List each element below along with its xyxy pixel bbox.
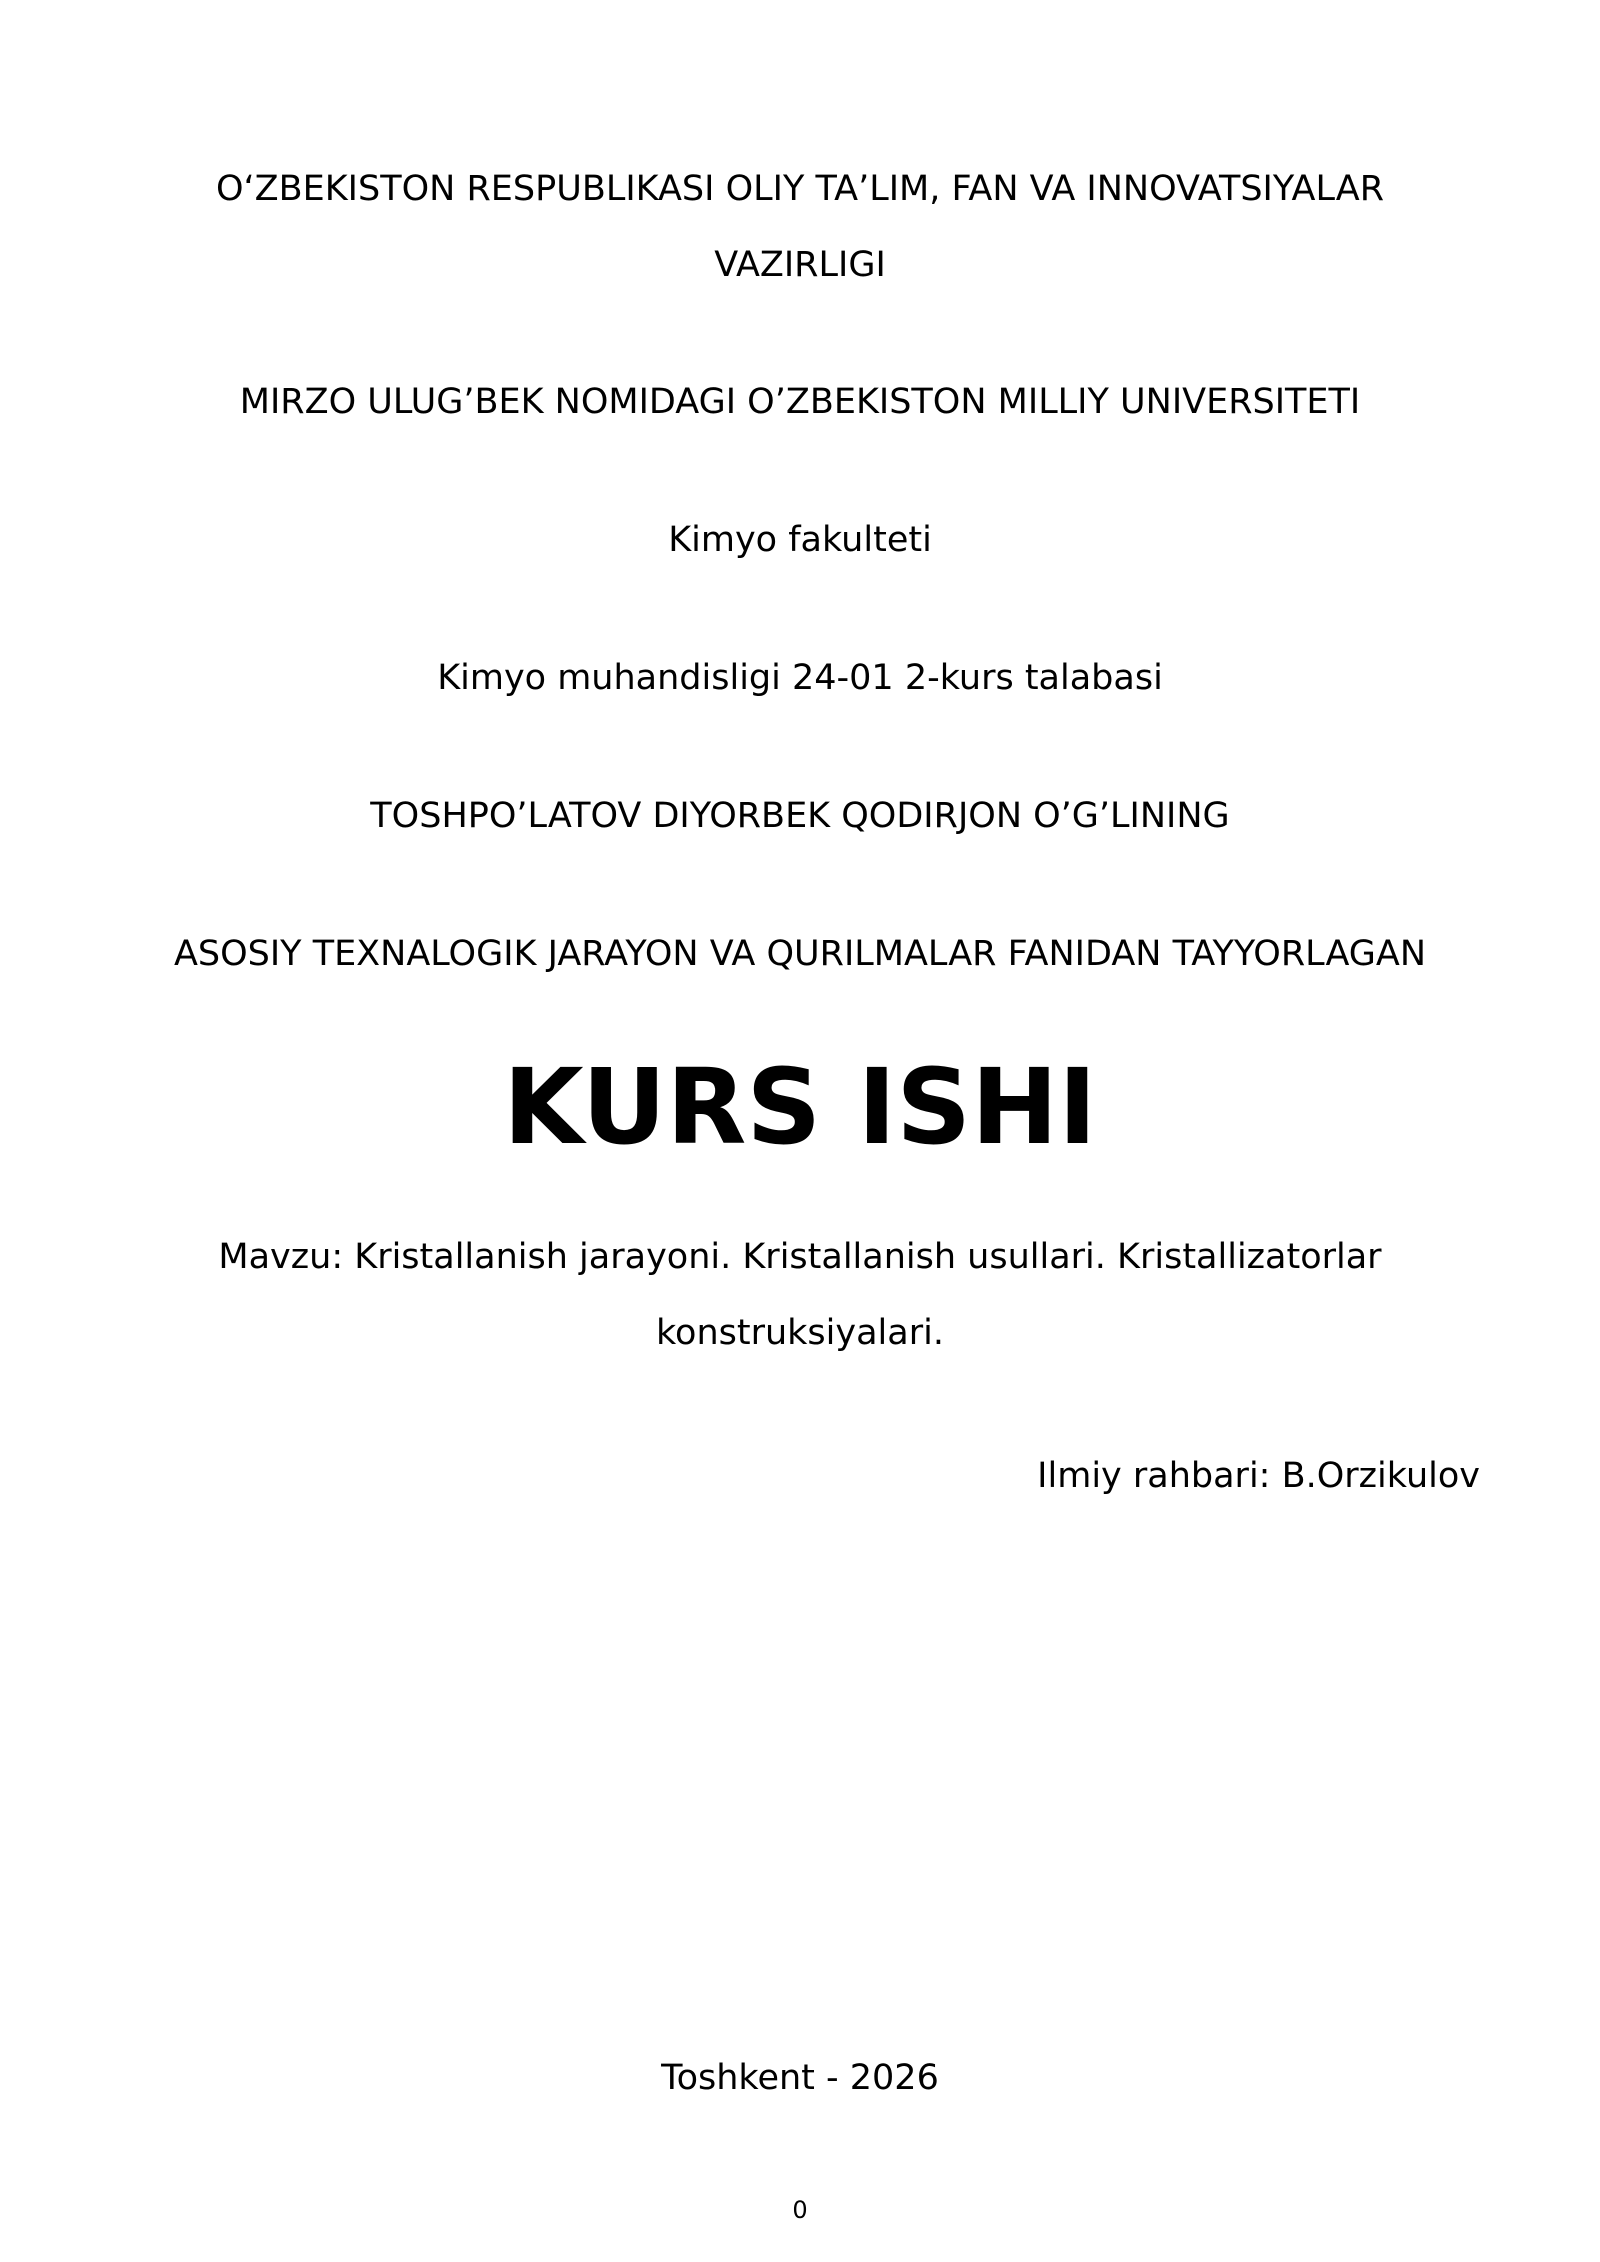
student-name: TOSHPO’LATOV DIYORBEK QODIRJON O’G’LINING <box>370 796 1230 836</box>
topic: Mavzu: Kristallanish jarayoni. Kristallanish usullari. Kristallizatorlar konstruksiyalari. <box>218 1237 1382 1353</box>
university-name: MIRZO ULUG’BEK NOMIDAGI O’ZBEKISTON MILLIY UNIVERSITETI <box>239 382 1361 422</box>
faculty-name: Kimyo fakulteti <box>668 520 932 560</box>
ministry-heading: O‘ZBEKISTON RESPUBLIKASI OLIY TA’LIM, FAN VA INNOVATSIYALAR VAZIRLIGI <box>215 169 1385 285</box>
student-group: Kimyo muhandisligi 24-01 2-kurs talabasi <box>437 658 1163 698</box>
subject-line: ASOSIY TEXNALOGIK JARAYON VA QURILMALAR FANIDAN TAYYORLAGAN <box>173 934 1427 974</box>
page-number: 0 <box>792 2196 808 2224</box>
document-type-title: KURS ISHI <box>503 1046 1097 1168</box>
supervisor: Ilmiy rahbari: B.Orzikulov <box>1037 1456 1480 1496</box>
city-year: Toshkent - 2026 <box>661 2058 939 2098</box>
